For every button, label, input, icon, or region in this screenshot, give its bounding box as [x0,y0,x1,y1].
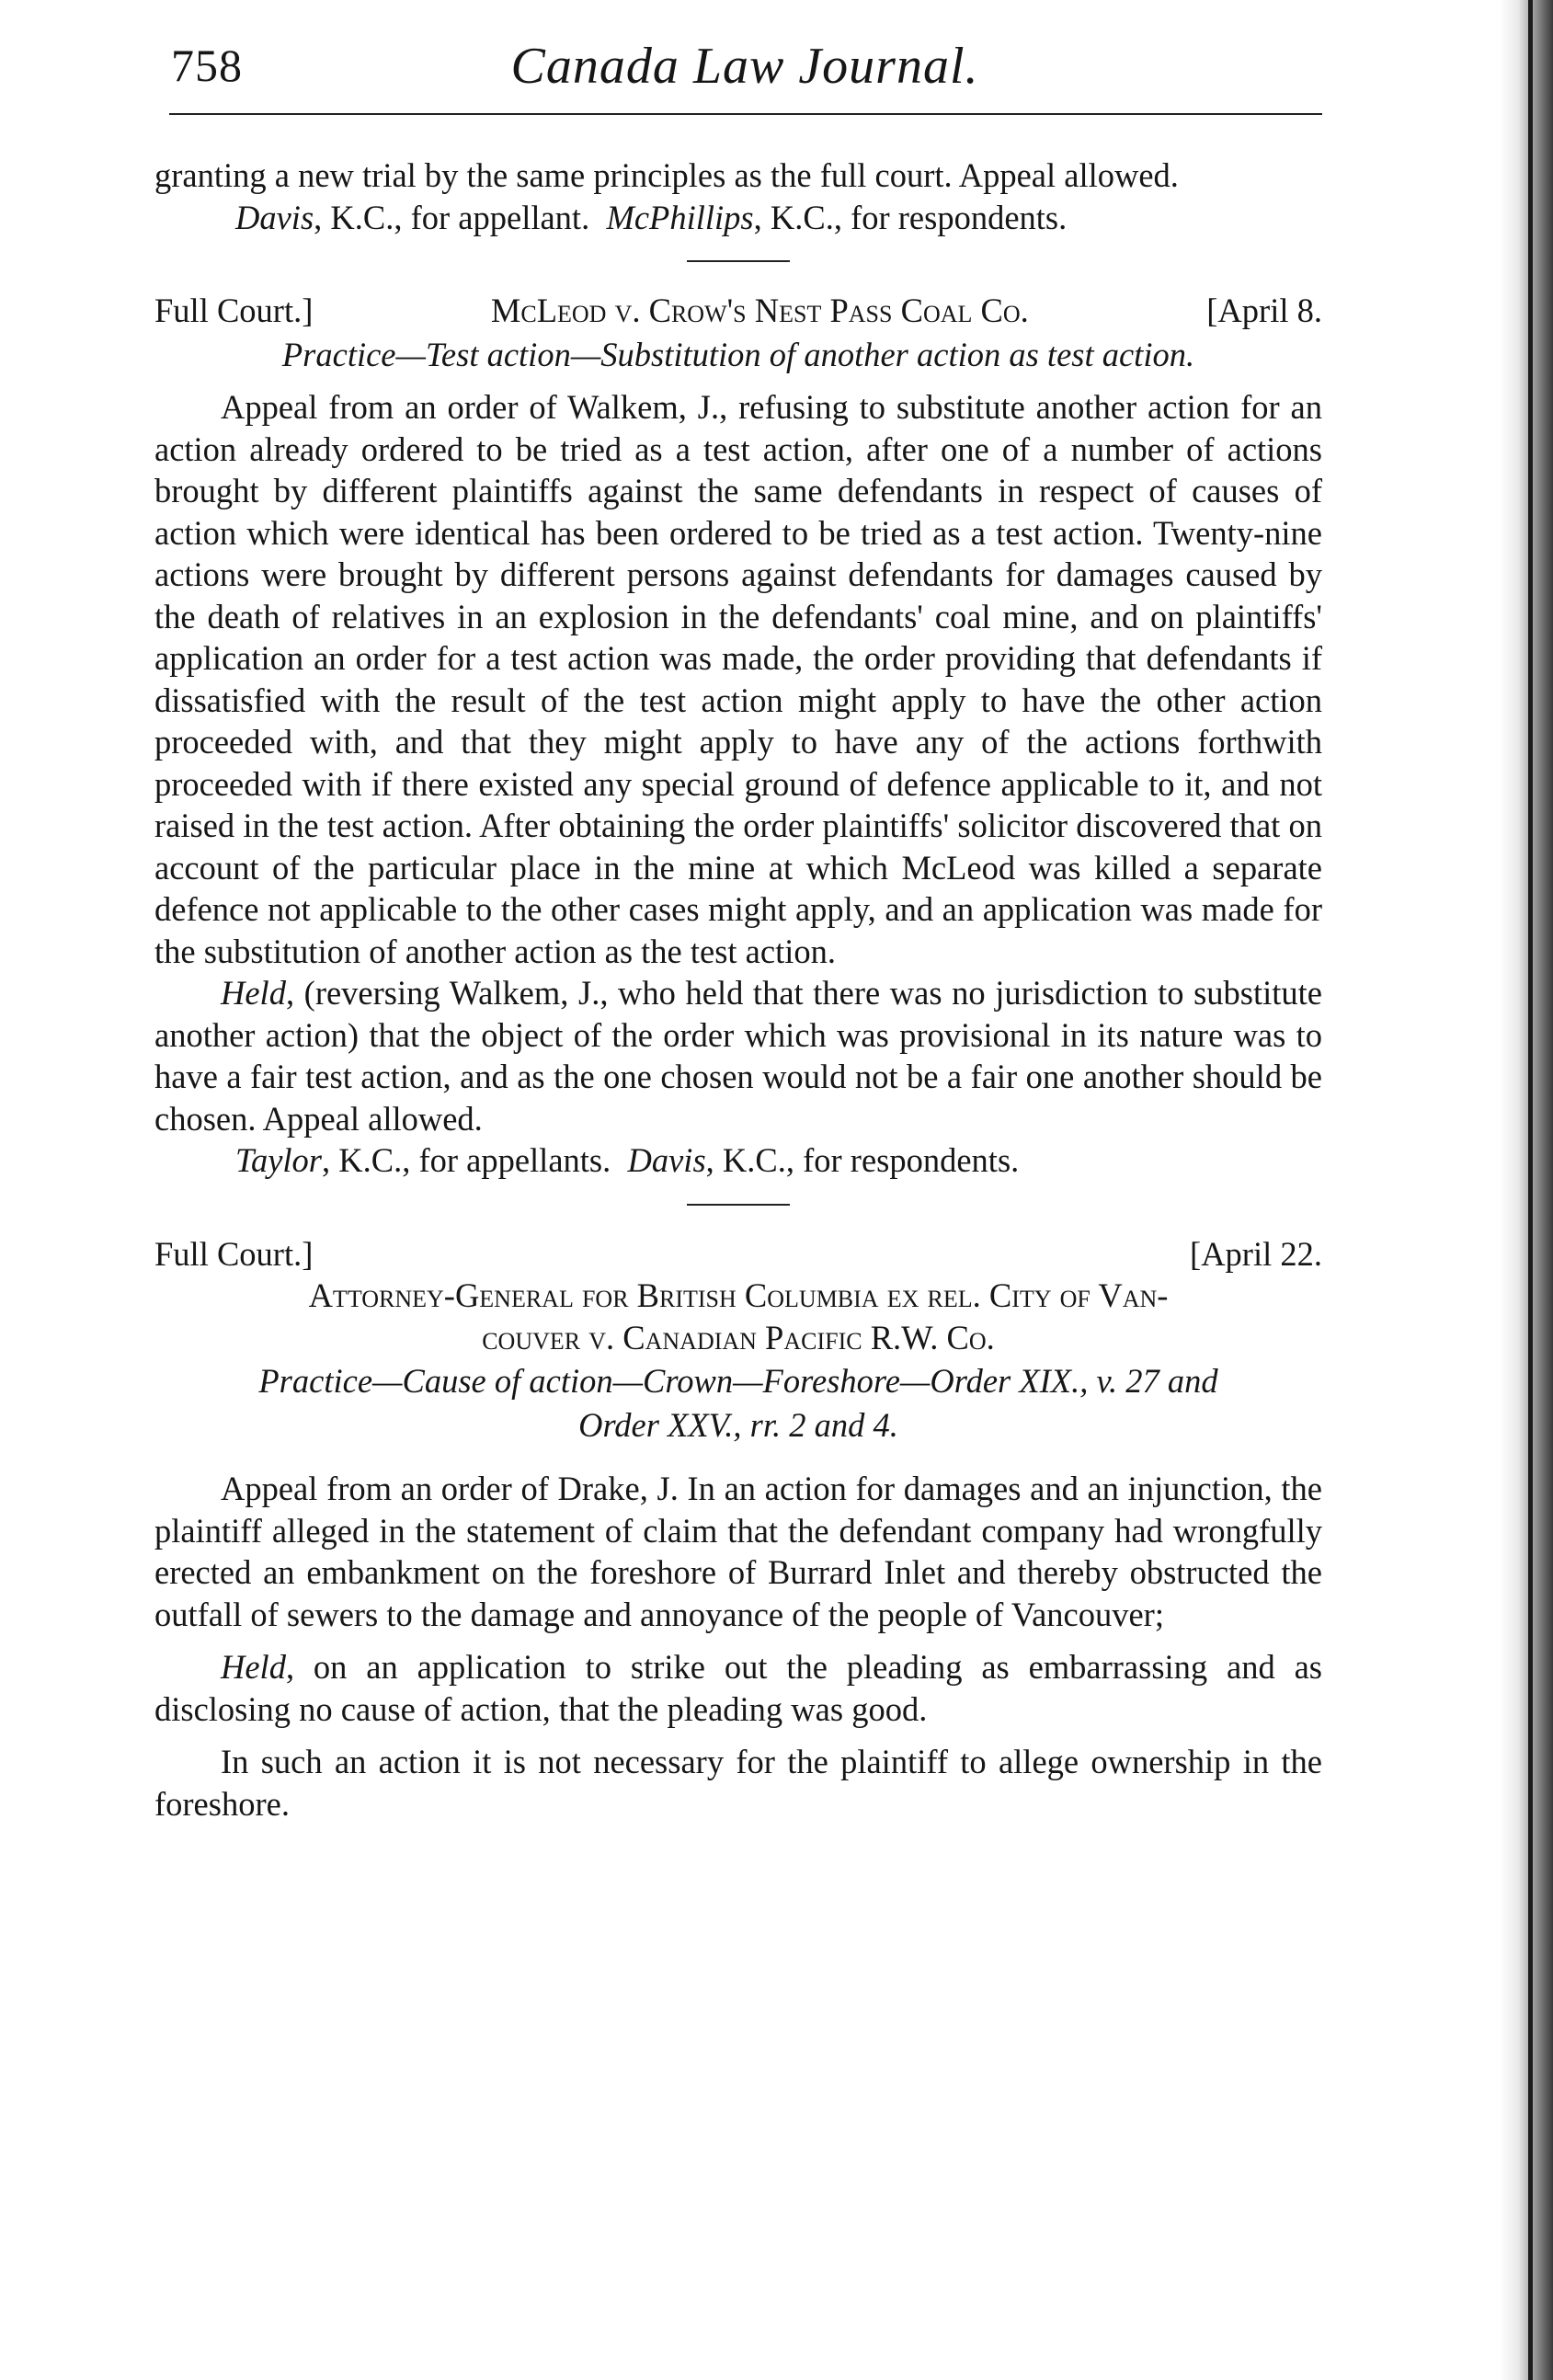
page-edge-line [1528,0,1533,2380]
case-title: McLeod v. Crow's Nest Pass Coal Co. [490,292,1029,329]
counsel-respondent-name: Davis [627,1141,706,1179]
case-paragraph: In such an action it is not necessary for the plaintiff to allege ownership in the foreshore. [154,1743,1322,1823]
journal-title: Canada Law Journal. [510,38,979,95]
counsel-appellant-text: , K.C., for appellants. [322,1141,611,1179]
counsel-appellant-name: Taylor [235,1141,322,1179]
counsel-respondent-text: , K.C., for respondents. [705,1141,1020,1179]
case-paragraph: Appeal from an order of Walkem, J., refusing to substitute another action for an action already ordered to be tried as a test action, after one of a number of actions brought by different plaintiffs against the same defendants in respect of causes of action which were identical has been ordered to be tried as a test action. Twenty-nine actions were brought by different persons against defendants for damages caused by the death of relatives in an explosion in the defendants' coal mine, and on plaintiffs' application an order for a test action was made, the order providing that defendants if dissatisfied with the result of the test action might apply to have the other action proceeded with, and that they might apply to have any of the actions forthwith proceeded with if there existed any special ground of defence applicable to it, and not raised in the test action. After obtaining the order plaintiffs' solicitor discovered that on account of the particular place in the mine at which McLeod was killed a separate defence not applicable to the other cases might apply, and an application was made for the substitution of another action as the test action. [154,388,1322,970]
case-title-line-1: Attorney-General for British Columbia ex rel. City of Van- [308,1276,1169,1314]
case-holding [154,972,1322,1139]
page-edge-shadow [1500,0,1553,2380]
counsel-appellant-text: , K.C., for appellant. [314,198,590,236]
page-body [154,154,1322,1825]
header-rule [169,113,1322,115]
case-headnote-line-1: Practice—Cause of action—Crown—Foreshore—Order XIX., v. 27 and [258,1362,1218,1400]
case-heading [154,290,1322,332]
counsel-line [154,1139,1322,1182]
counsel-respondent-name: McPhillips [606,198,754,236]
case-headnote-line-2: Order XXV., rr. 2 and 4. [578,1405,898,1444]
case-date: [April 8. [1206,292,1322,329]
held-word: Held [221,1648,286,1686]
case-title-line-2: couver v. Canadian Pacific R.W. Co. [482,1318,995,1356]
case-headnote: Practice—Test action—Substitution of another action as test action. [281,335,1195,373]
section-divider [687,260,790,262]
continued-paragraph: granting a new trial by the same principles as the full court. Appeal allowed. [154,156,1179,194]
section-divider [687,1204,790,1206]
page-number: 758 [171,40,243,91]
held-word: Held [221,974,286,1012]
case-heading [154,1233,1322,1276]
case-paragraph: Appeal from an order of Drake, J. In an action for damages and an injunction, the plaintiff alleged in the statement of claim that the defendant company had wrongfully erected an embankment on the foreshore of Burrard Inlet and thereby obstructed the outfall of sewers to the damage and annoyance of the people of Vancouver; [154,1470,1322,1633]
held-text: , (reversing Walkem, J., who held that there was no jurisdiction to substitute another action) that the object of the order which was provisional in its nature was to have a fair test action, and as the one chosen would not be a fair one another should be chosen. Appeal allowed. [154,974,1322,1138]
court-label: Full Court.] [154,292,314,329]
counsel-line [154,197,1322,239]
held-text: , on an application to strike out the pleading as embarrassing and as disclosing no cause of action, that the pleading was good. [154,1648,1322,1728]
case-holding [154,1646,1322,1730]
court-label: Full Court.] [154,1234,314,1273]
counsel-respondent-text: , K.C., for respondents. [753,198,1068,236]
counsel-appellant-name: Davis [235,198,314,236]
case-date: [April 22. [1190,1234,1322,1273]
running-header [156,28,1333,101]
